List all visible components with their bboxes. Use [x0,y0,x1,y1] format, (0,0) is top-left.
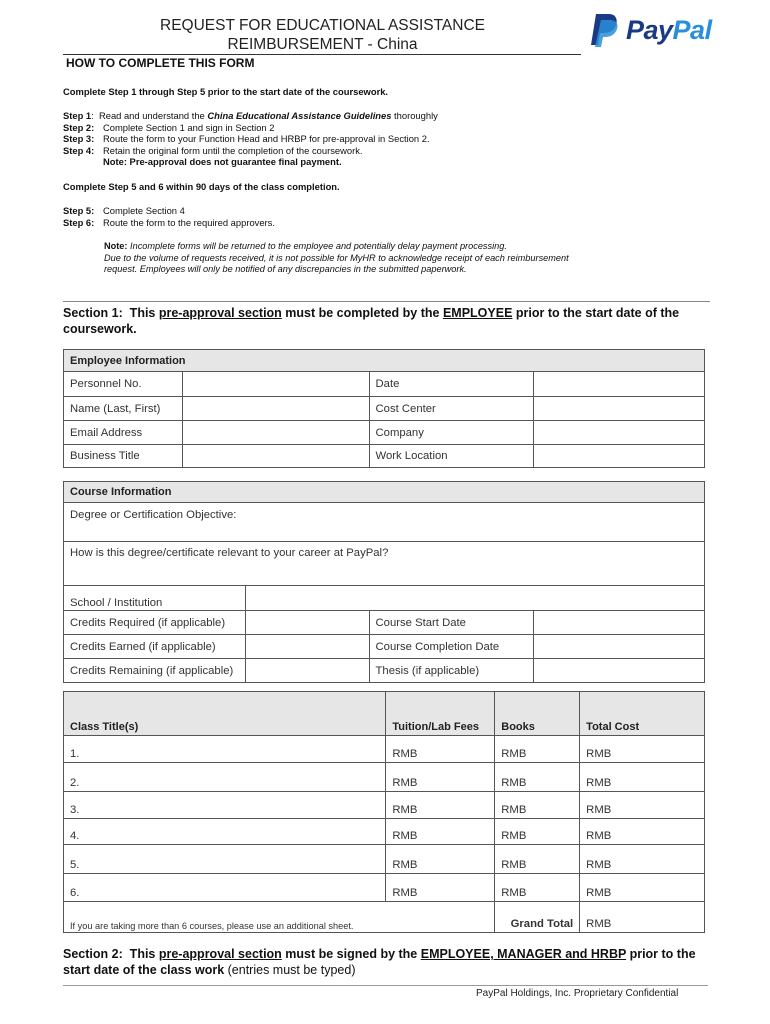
grand-total-label: Grand Total [495,902,580,933]
tuition-field[interactable]: RMB [386,792,495,819]
course-info-heading: Course Information [64,482,705,503]
footer-rule [63,985,708,986]
step-4-note: Note: Pre-approval does not guarantee final payment. [103,156,342,168]
name-label: Name (Last, First) [64,397,183,421]
email-field[interactable] [182,421,369,445]
credits-remaining-field[interactable] [245,659,369,683]
books-field[interactable]: RMB [495,736,580,763]
employee-info-table [63,349,705,468]
class-row [64,763,705,792]
cost-center-label: Cost Center [369,397,534,421]
class-row [64,792,705,819]
books-header: Books [495,692,580,736]
credits-required-label: Credits Required (if applicable) [64,611,246,635]
business-title-label: Business Title [64,445,183,468]
course-start-field[interactable] [534,611,705,635]
grand-total-field[interactable]: RMB [580,902,705,933]
thesis-label: Thesis (if applicable) [369,659,534,683]
cost-center-field[interactable] [534,397,705,421]
tuition-field[interactable]: RMB [386,819,495,845]
school-field[interactable] [245,586,704,611]
processing-note: Note: Incomplete forms will be returned to the employee and potentially delay payment processing. Due to the volume of requests received, it is not possible for MyHR to acknowledge receipt of each reimbursement request. Employees will only be notified of any discrepancies in the submitted paperwork. [104,241,569,275]
credits-earned-field[interactable] [245,635,369,659]
course-completion-field[interactable] [534,635,705,659]
tuition-field[interactable]: RMB [386,763,495,792]
footer-confidential: PayPal Holdings, Inc. Proprietary Confidential [476,988,679,999]
total-cost-field[interactable]: RMB [580,792,705,819]
work-location-label: Work Location [369,445,534,468]
company-field[interactable] [534,421,705,445]
class-title-field[interactable]: 4. [64,819,386,845]
class-cost-table [63,691,705,933]
step-1: Step 1 : Read and understand the China Educational Assistance Guidelines thoroughly [63,110,438,121]
date-label: Date [369,372,534,397]
class-title-field[interactable]: 3. [64,792,386,819]
steps-list-2 [63,205,275,228]
form-title: REQUEST FOR EDUCATIONAL ASSISTANCE REIMBURSEMENT - China [160,17,485,53]
section-divider [63,301,710,302]
career-relevance-field[interactable]: How is this degree/certificate relevant to your career at PayPal? [64,542,705,586]
total-cost-field[interactable]: RMB [580,763,705,792]
name-field[interactable] [182,397,369,421]
section2-heading: Section 2: This pre-approval section must be signed by the EMPLOYEE, MANAGER and HRBP prior to the start date of the class work (entries must be typed) [63,947,696,977]
credits-required-field[interactable] [245,611,369,635]
business-title-field[interactable] [182,445,369,468]
class-row [64,845,705,874]
books-field[interactable]: RMB [495,819,580,845]
email-label: Email Address [64,421,183,445]
thesis-field[interactable] [534,659,705,683]
total-cost-field[interactable]: RMB [580,736,705,763]
tuition-field[interactable]: RMB [386,845,495,874]
personnel-field[interactable] [182,372,369,397]
steps-list-1 [63,110,438,168]
step-2: Step 2: Complete Section 1 and sign in Section 2 [63,121,275,133]
school-label: School / Institution [64,586,246,611]
course-info-table [63,481,705,683]
company-label: Company [369,421,534,445]
intro-text-2: Complete Step 5 and 6 within 90 days of the class completion. [63,181,340,192]
credits-remaining-label: Credits Remaining (if applicable) [64,659,246,683]
total-cost-field[interactable]: RMB [580,819,705,845]
books-field[interactable]: RMB [495,792,580,819]
date-field[interactable] [534,372,705,397]
title-rule [63,54,581,55]
work-location-field[interactable] [534,445,705,468]
class-title-field[interactable]: 5. [64,845,386,874]
books-field[interactable]: RMB [495,874,580,902]
paypal-logo: PayPal [590,12,712,48]
additional-sheet-note: If you are taking more than 6 courses, please use an additional sheet. [64,902,495,933]
tuition-field[interactable]: RMB [386,874,495,902]
books-field[interactable]: RMB [495,845,580,874]
howto-heading: HOW TO COMPLETE THIS FORM [66,56,255,70]
section1-heading: Section 1: This pre-approval section must be completed by the EMPLOYEE prior to the start date of the coursework. [63,306,680,336]
total-cost-field[interactable]: RMB [580,845,705,874]
class-title-field[interactable]: 2. [64,763,386,792]
step-3: Step 3: Route the form to your Function Head and HRBP for pre-approval in Section 2. [63,133,430,145]
tuition-header: Tuition/Lab Fees [386,692,495,736]
total-cost-header: Total Cost [580,692,705,736]
class-title-field[interactable]: 6. [64,874,386,902]
class-title-field[interactable]: 1. [64,736,386,763]
course-start-label: Course Start Date [369,611,534,635]
class-row [64,736,705,763]
intro-text-1: Complete Step 1 through Step 5 prior to the start date of the coursework. [63,86,389,97]
degree-objective-field[interactable]: Degree or Certification Objective: [64,503,705,542]
credits-earned-label: Credits Earned (if applicable) [64,635,246,659]
class-title-header: Class Title(s) [64,692,386,736]
step-5: Step 5: Complete Section 4 [63,205,185,216]
books-field[interactable]: RMB [495,763,580,792]
step-6: Step 6: Route the form to the required approvers. [63,216,275,228]
paypal-p-icon [590,12,620,48]
course-completion-label: Course Completion Date [369,635,534,659]
employee-info-heading: Employee Information [64,350,705,372]
class-row [64,874,705,902]
tuition-field[interactable]: RMB [386,736,495,763]
personnel-label: Personnel No. [64,372,183,397]
class-row [64,819,705,845]
step-4: Step 4: Retain the original form until the completion of the coursework. [63,144,363,156]
total-cost-field[interactable]: RMB [580,874,705,902]
